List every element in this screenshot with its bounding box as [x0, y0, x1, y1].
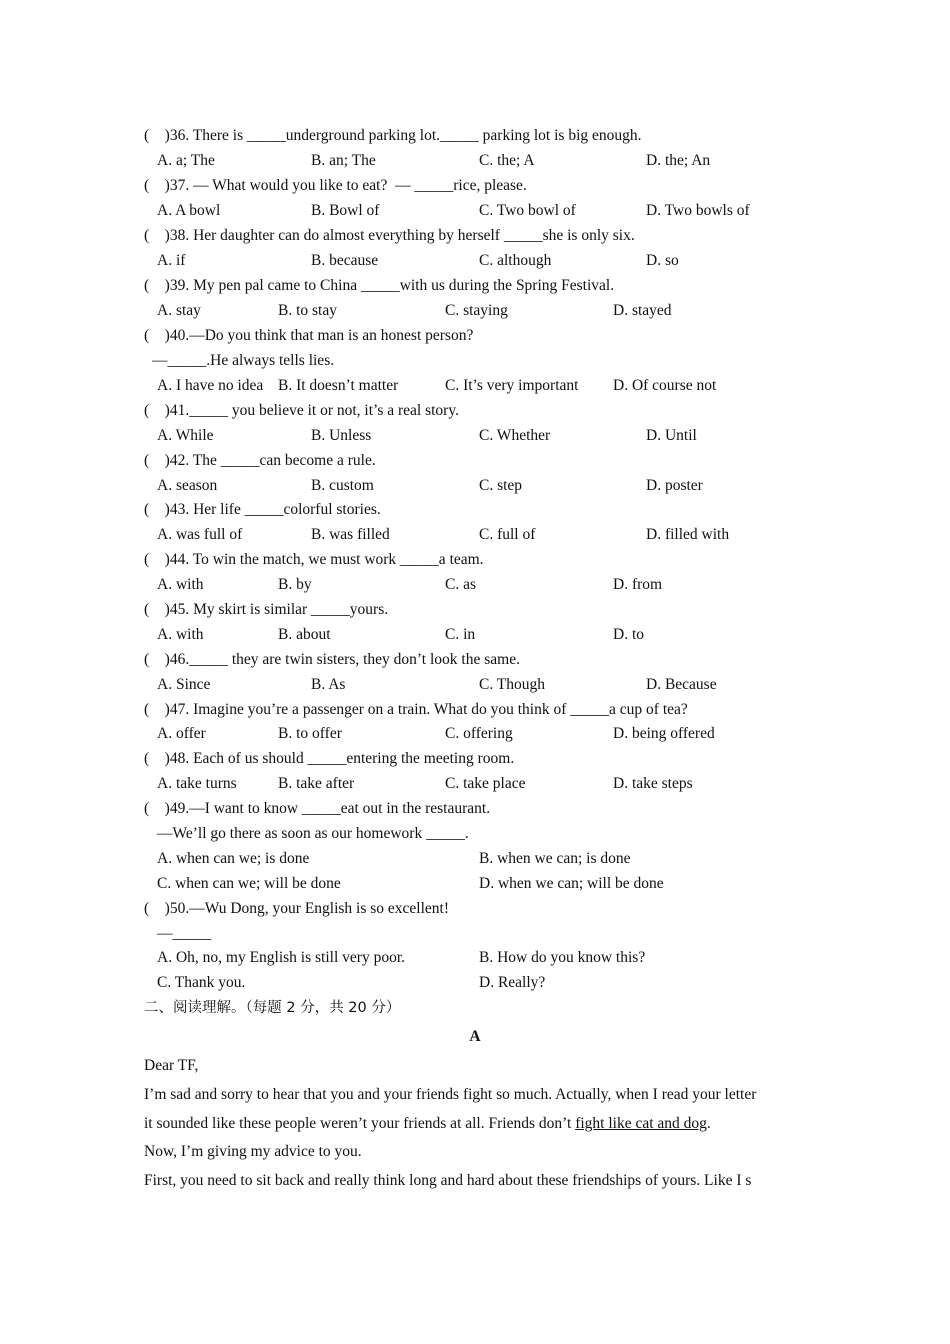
passage-line-2	[144, 1114, 711, 1134]
q36-option-a: A. a; The	[157, 152, 215, 169]
q44-option-a: A. with	[157, 576, 204, 593]
q49-option-a: A. when can we; is done	[157, 850, 310, 867]
question-49-stem: ( )49.—I want to know _____eat out in the restaurant.	[144, 800, 491, 817]
section-2-heading: 二、阅读理解。（每题 2 分，共 20 分）	[144, 1000, 401, 1016]
q43-option-d: D. filled with	[646, 526, 730, 543]
q47-option-a: A. offer	[157, 725, 206, 742]
q46-option-d: D. Because	[646, 676, 717, 693]
q49-option-c: C. when can we; will be done	[157, 875, 341, 892]
q47-option-d: D. being offered	[613, 725, 715, 742]
q41-option-b: B. Unless	[311, 427, 372, 444]
passage-line-1: I’m sad and sorry to hear that you and your friends fight so much. Actually, when I read your letter	[144, 1086, 757, 1103]
q39-option-a: A. stay	[157, 302, 201, 319]
q46-option-b: B. As	[311, 676, 346, 693]
q45-option-d: D. to	[613, 626, 644, 643]
underlined-phrase: fight like cat and dog	[575, 1115, 707, 1132]
q40-option-d: D. Of course not	[613, 377, 717, 394]
question-37-stem: ( )37. — What would you like to eat? — _____rice, please.	[144, 177, 527, 194]
q37-option-b: B. Bowl of	[311, 202, 380, 219]
q46-option-a: A. Since	[157, 676, 211, 693]
q40-option-b: B. It doesn’t matter	[278, 377, 399, 394]
q38-option-a: A. if	[157, 252, 186, 269]
q44-option-d: D. from	[613, 576, 663, 593]
q50-option-d: D. Really?	[479, 974, 546, 991]
q48-option-c: C. take place	[445, 775, 526, 792]
passage-line-2-end: .	[706, 1115, 711, 1132]
q46-option-c: C. Though	[479, 676, 546, 693]
q38-option-b: B. because	[311, 252, 379, 269]
q39-option-b: B. to stay	[278, 302, 337, 319]
q48-option-d: D. take steps	[613, 775, 693, 792]
q36-option-b: B. an; The	[311, 152, 376, 169]
q41-option-c: C. Whether	[479, 427, 551, 444]
q41-option-a: A. While	[157, 427, 214, 444]
q36-option-c: C. the; A	[479, 152, 535, 169]
q36-option-d: D. the; An	[646, 152, 711, 169]
question-50-reply: —_____	[157, 925, 212, 942]
q42-option-d: D. poster	[646, 477, 703, 494]
q43-option-c: C. full of	[479, 526, 536, 543]
q43-option-b: B. was filled	[311, 526, 390, 543]
q48-option-b: B. take after	[278, 775, 355, 792]
q47-option-b: B. to offer	[278, 725, 342, 742]
q44-option-c: C. as	[445, 576, 476, 593]
q49-option-b: B. when we can; is done	[479, 850, 631, 867]
q43-option-a: A. was full of	[157, 526, 243, 543]
letter-greeting: Dear TF,	[144, 1057, 199, 1074]
question-46-stem: ( )46._____ they are twin sisters, they don’t look the same.	[144, 651, 520, 668]
question-50-stem: ( )50.—Wu Dong, your English is so excellent!	[144, 900, 450, 917]
q41-option-d: D. Until	[646, 427, 697, 444]
q38-option-d: D. so	[646, 252, 679, 269]
q50-option-b: B. How do you know this?	[479, 949, 646, 966]
question-44-stem: ( )44. To win the match, we must work _____a team.	[144, 551, 484, 568]
question-47-stem: ( )47. Imagine you’re a passenger on a train. What do you think of _____a cup of tea?	[144, 701, 688, 718]
q39-option-c: C. staying	[445, 302, 508, 319]
q50-option-a: A. Oh, no, my English is still very poor.	[157, 949, 405, 966]
passage-label: A	[469, 1028, 481, 1045]
q45-option-a: A. with	[157, 626, 204, 643]
q45-option-c: C. in	[445, 626, 476, 643]
question-42-stem: ( )42. The _____can become a rule.	[144, 452, 376, 469]
question-39-stem: ( )39. My pen pal came to China _____with us during the Spring Festival.	[144, 277, 615, 294]
q47-option-c: C. offering	[445, 725, 513, 742]
q39-option-d: D. stayed	[613, 302, 672, 319]
q42-option-b: B. custom	[311, 477, 374, 494]
passage-line-2-text: it sounded like these people weren’t your friends at all. Friends don’t	[144, 1115, 576, 1132]
q37-option-c: C. Two bowl of	[479, 202, 576, 219]
q48-option-a: A. take turns	[157, 775, 237, 792]
q44-option-b: B. by	[278, 576, 312, 593]
q50-option-c: C. Thank you.	[157, 974, 246, 991]
question-38-stem: ( )38. Her daughter can do almost everything by herself _____she is only six.	[144, 227, 635, 244]
question-41-stem: ( )41._____ you believe it or not, it’s a real story.	[144, 402, 459, 419]
q37-option-a: A. A bowl	[157, 202, 221, 219]
passage-line-4: First, you need to sit back and really think long and hard about these friendships of yours. Like I s	[144, 1172, 752, 1189]
question-40-stem: ( )40.—Do you think that man is an honest person?	[144, 327, 474, 344]
question-45-stem: ( )45. My skirt is similar _____yours.	[144, 601, 389, 618]
q40-option-c: C. It’s very important	[445, 377, 579, 394]
q42-option-c: C. step	[479, 477, 523, 494]
q45-option-b: B. about	[278, 626, 331, 643]
question-49-reply: —We’ll go there as soon as our homework _____.	[157, 825, 469, 842]
question-36-stem: ( )36. There is _____underground parking lot._____ parking lot is big enough.	[144, 127, 642, 144]
q42-option-a: A. season	[157, 477, 218, 494]
question-48-stem: ( )48. Each of us should _____entering the meeting room.	[144, 750, 515, 767]
passage-line-3: Now, I’m giving my advice to you.	[144, 1143, 362, 1160]
q49-option-d: D. when we can; will be done	[479, 875, 664, 892]
q37-option-d: D. Two bowls of	[646, 202, 750, 219]
question-43-stem: ( )43. Her life _____colorful stories.	[144, 501, 381, 518]
q38-option-c: C. although	[479, 252, 552, 269]
q40-option-a: A. I have no idea	[157, 377, 264, 394]
question-40-reply: —_____.He always tells lies.	[152, 352, 335, 369]
